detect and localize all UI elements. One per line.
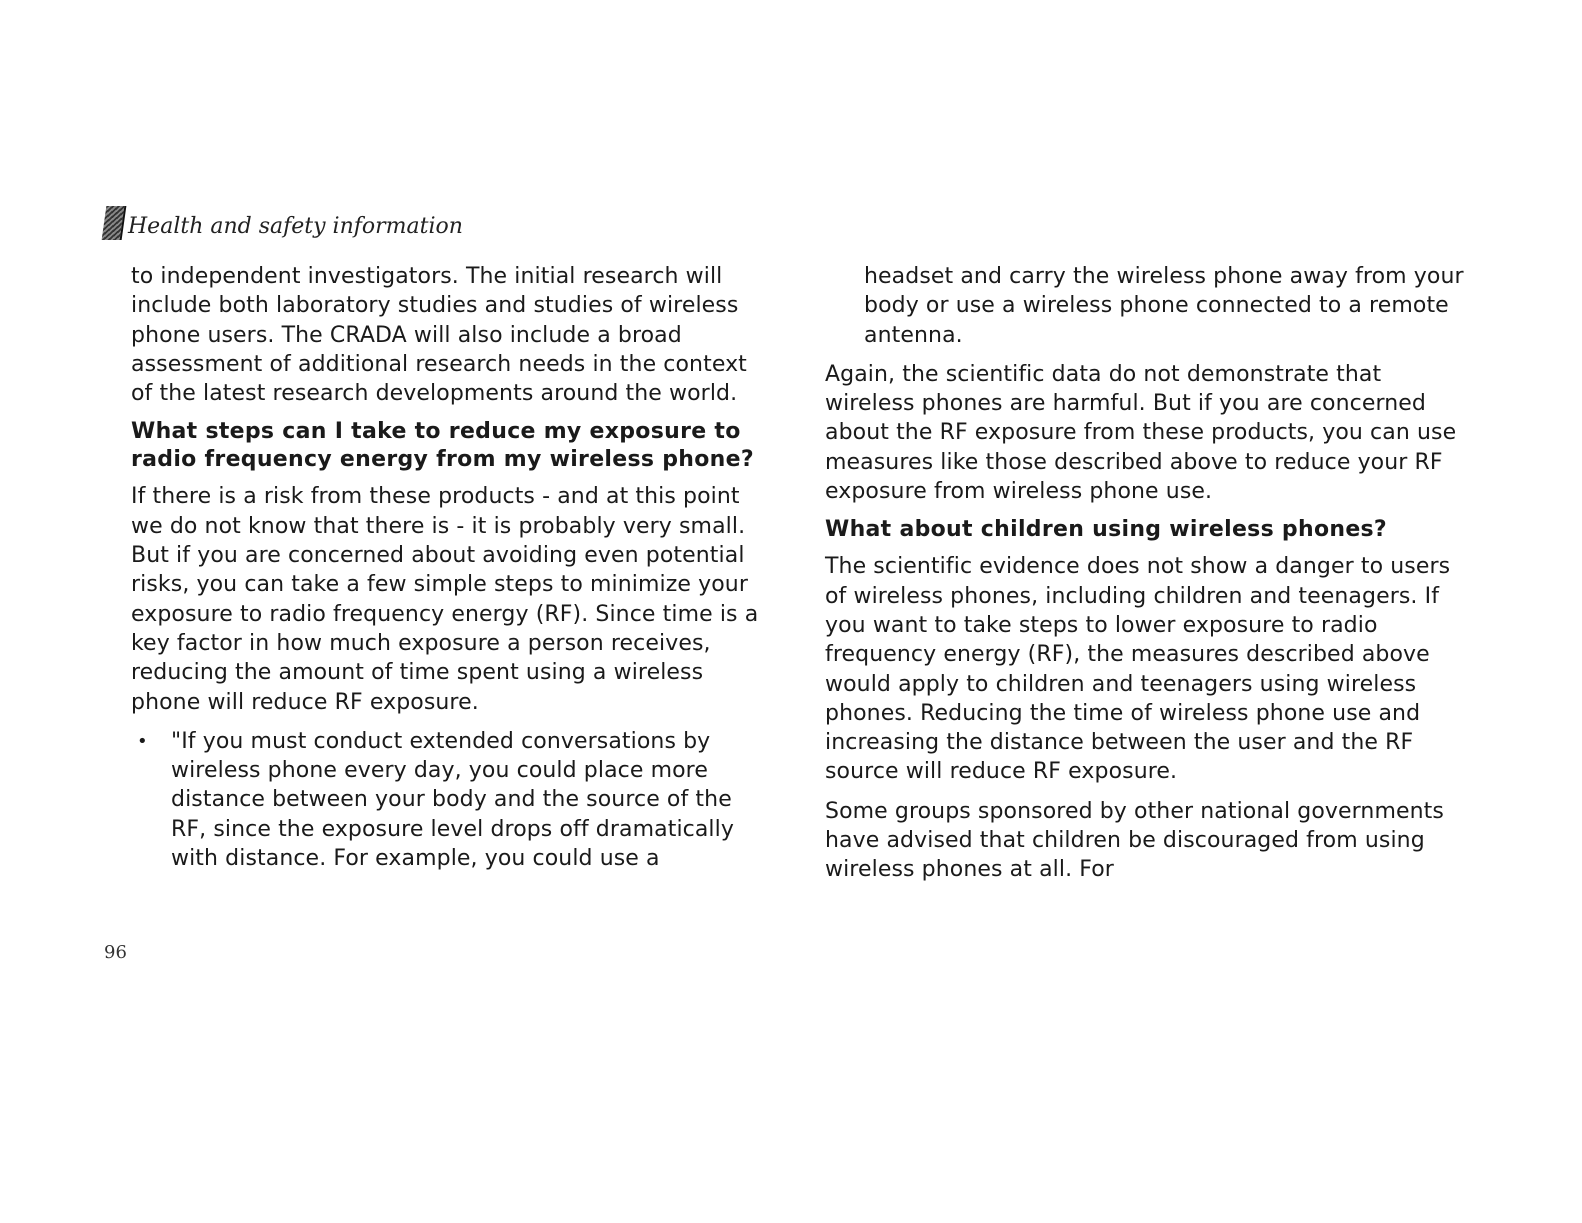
page-number: 96 xyxy=(104,942,127,963)
heading-reduce-exposure: What steps can I take to reduce my exposure to radio frequency energy from my wireless phone? xyxy=(131,419,754,473)
left-column xyxy=(131,262,771,873)
left-paragraph-1: to independent investigators. The initial research will include both laboratory studies and studies of wireless phone users. The CRADA will also include a broad assessment of additional research needs in the context of the latest research developments around the world. xyxy=(131,264,747,407)
section-marker-icon xyxy=(102,206,127,240)
right-paragraph-3: Some groups sponsored by other national governments have advised that children be discouraged from using wireless phones at all. For xyxy=(825,798,1444,883)
bullet-text: "If you must conduct extended conversations by wireless phone every day, you could place more distance between your body and the source of the RF, since the exposure level drops off dramatically with distance. For example, you could use a xyxy=(171,728,734,872)
left-paragraph-2: If there is a risk from these products - and at this point we do not know that there is - it is probably very small. But if you are concerned about avoiding even potential risks, you can take a few simple steps to minimize your exposure to radio frequency energy (RF). Since time is a key factor in how much exposure a person receives, reducing the amount of time spent using a wireless phone will reduce RF exposure. xyxy=(131,484,759,715)
right-paragraph-2: The scientific evidence does not show a danger to users of wireless phones, including children and teenagers. If you want to take steps to lower exposure to radio frequency energy (RF), the measures described above would apply to children and teenagers using wireless phones. Reducing the time of wireless phone use and increasing the distance between the user and the RF source will reduce RF exposure. xyxy=(825,554,1451,785)
bullet-continuation: headset and carry the wireless phone away from your body or use a wireless phone connected to a remote antenna. xyxy=(864,264,1464,348)
section-header xyxy=(104,206,463,240)
bullet-item xyxy=(131,727,771,873)
heading-children: What about children using wireless phones? xyxy=(825,517,1387,543)
right-column xyxy=(825,262,1465,895)
right-paragraph-1: Again, the scientific data do not demonstrate that wireless phones are harmful. But if you are concerned about the RF exposure from these products, you can use measures like those described above to reduce your RF exposure from wireless phone use. xyxy=(825,361,1457,505)
section-title: Health and safety information xyxy=(128,214,463,239)
bullet-icon: • xyxy=(137,730,148,752)
